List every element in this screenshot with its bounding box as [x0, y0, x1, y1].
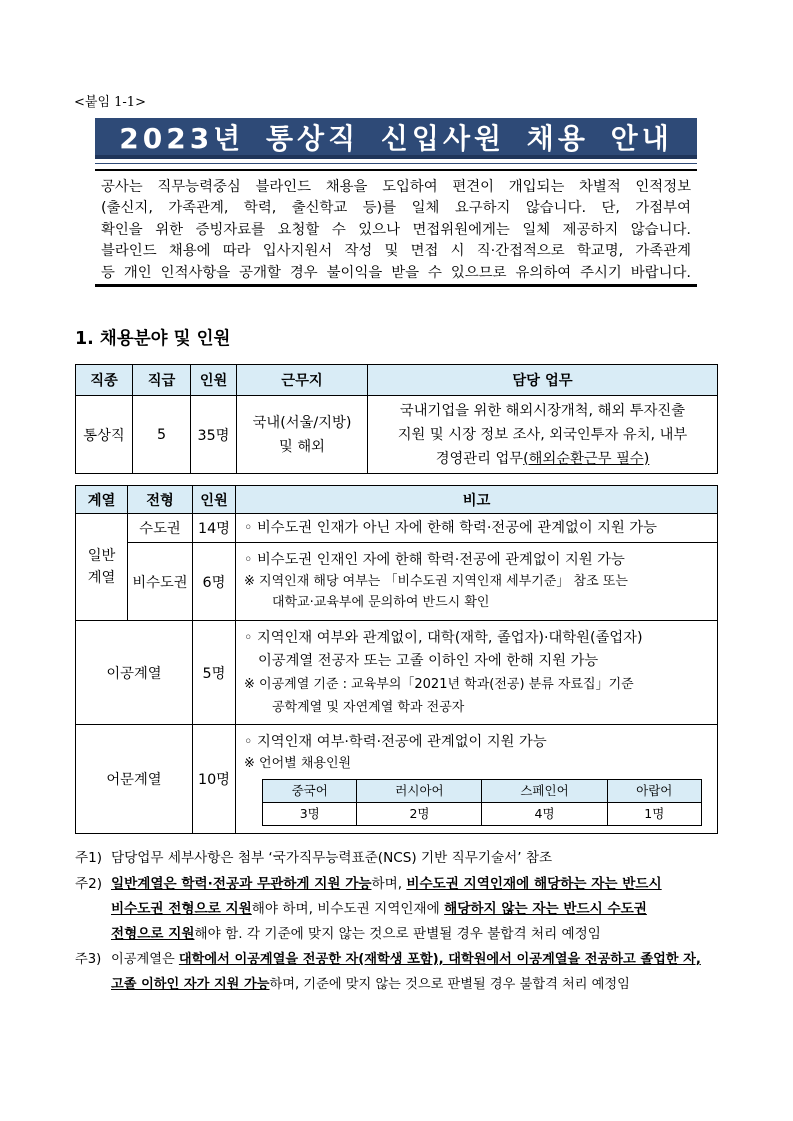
footnote-emphasis: 비수도권 전형으로 지원 — [111, 901, 252, 917]
language-quota-table — [262, 779, 702, 826]
header-duty: 담당 업무 — [368, 365, 718, 396]
location-cell — [237, 396, 368, 474]
lang-count: 4명 — [482, 803, 607, 826]
note-line: ※ 지역인재 해당 여부는 「비수도권 지역인재 세부기준」 참조 또는 — [244, 574, 628, 589]
footnote-text: 하며, — [371, 876, 407, 892]
header-remarks: 비고 — [236, 486, 718, 514]
language-count-cell: 10명 — [193, 725, 236, 834]
footnote-emphasis: 대학에서 이공계열을 전공한 자(재학생 포함), 대학원에서 이공계열을 전공하고 졸업한 자, — [178, 952, 701, 967]
language-category-cell: 어문계열 — [76, 725, 193, 834]
footnote-label: 주3) — [75, 952, 102, 967]
header-type: 전형 — [128, 486, 193, 514]
footnote-label: 주2) — [75, 876, 103, 892]
notice-line: 공사는 직무능력중심 블라인드 채용을 도입하여 편견이 개입되는 차별적 인적정보 — [101, 179, 691, 195]
note-line: ◦ 지역인재 여부와 관계없이, 대학(재학, 졸업자)·대학원(졸업자) — [244, 629, 643, 646]
footnote-text: 이공계열은 — [111, 952, 179, 967]
header-count: 인원 — [193, 486, 236, 514]
title-divider — [95, 163, 697, 164]
footnote-text: 담당업무 세부사항은 첨부 ‘국가직무능력표준(NCS) 기반 직무기술서’ 참조 — [111, 850, 553, 866]
duty-text: 경영관리 업무 — [435, 450, 524, 467]
general-label: 일반 — [87, 548, 116, 564]
header-job: 직종 — [76, 365, 133, 396]
note-line: ※ 이공계열 기준 : 교육부의「2021년 학과(전공) 분류 자료집」기준 — [244, 676, 634, 692]
footnote-text: 해야 하며, 비수도권 지역인재에 — [251, 901, 445, 917]
footnote-emphasis: 전형으로 지원 — [111, 926, 195, 942]
lang-count: 3명 — [263, 803, 357, 826]
science-note-cell — [236, 621, 718, 725]
science-count-cell: 5명 — [193, 621, 236, 725]
note-line: 대학교·교육부에 문의하여 반드시 확인 — [272, 595, 490, 610]
blind-hiring-notice — [95, 169, 697, 287]
footnote-3 — [75, 947, 720, 997]
note-line: ◦ 지역인재 여부·학력·전공에 관계없이 지원 가능 — [244, 734, 547, 750]
lang-header: 아랍어 — [607, 780, 701, 803]
lang-count: 1명 — [607, 803, 701, 826]
nonmetro-type-cell: 비수도권 — [128, 543, 193, 621]
notice-line: 등 개인 인적사항을 공개할 경우 불이익을 받을 수 있으므로 유의하여 주시기 바랍니다. — [101, 264, 691, 281]
page-title: 2023년 통상직 신입사원 채용 안내 — [95, 118, 697, 159]
duty-line: 지원 및 시장 정보 조사, 외국인투자 유치, 내부 — [397, 426, 688, 443]
section-title: 1. 채용분야 및 인원 — [75, 329, 231, 349]
header-location: 근무지 — [237, 365, 368, 396]
category-table — [75, 485, 718, 834]
lang-header: 중국어 — [263, 780, 357, 803]
attachment-label: <붙임 1-1> — [74, 95, 146, 110]
footnote-emphasis: 비수도권 지역인재에 해당하는 자는 반드시 — [406, 876, 662, 892]
general-category-cell — [76, 514, 128, 621]
metro-count-cell: 14명 — [193, 514, 236, 543]
lang-count: 2명 — [357, 803, 482, 826]
grade-cell: 5 — [133, 396, 191, 474]
language-note-cell — [236, 725, 718, 834]
note-line: 공학계열 및 자연계열 학과 전공자 — [272, 699, 465, 715]
location-line: 국내(서울/지방) — [252, 414, 352, 431]
nonmetro-note-cell — [236, 543, 718, 621]
note-line: ※ 언어별 채용인원 — [244, 756, 352, 771]
metro-note-cell: ◦ 비수도권 인재가 아닌 자에 한해 학력·전공에 관계없이 지원 가능 — [236, 514, 718, 543]
note-line: 이공계열 전공자 또는 고졸 이하인 자에 한해 지원 가능 — [258, 652, 599, 669]
general-label: 계열 — [87, 570, 116, 586]
science-category-cell: 이공계열 — [76, 621, 193, 725]
lang-header: 러시아어 — [357, 780, 482, 803]
footnote-emphasis: 해당하지 않는 자는 반드시 수도권 — [444, 901, 647, 917]
nonmetro-count-cell: 6명 — [193, 543, 236, 621]
lang-header: 스페인어 — [482, 780, 607, 803]
footnote-2 — [75, 872, 720, 947]
header-grade: 직급 — [133, 365, 191, 396]
header-category: 계열 — [76, 486, 128, 514]
metro-type-cell: 수도권 — [128, 514, 193, 543]
note-line: ◦ 비수도권 인재인 자에 한해 학력·전공에 관계없이 지원 가능 — [244, 552, 625, 568]
footnote-emphasis: 일반계열은 학력·전공과 무관하게 지원 가능 — [111, 876, 372, 892]
header-count: 인원 — [191, 365, 237, 396]
count-cell: 35명 — [191, 396, 237, 474]
job-cell: 통상직 — [76, 396, 133, 474]
duty-underlined-text: (해외순환근무 필수) — [523, 450, 650, 467]
notice-line: 확인을 위한 증빙자료를 요청할 수 있으나 면접위원에게는 일체 제공하지 않습니다. — [101, 221, 691, 238]
footnote-label: 주1) — [75, 850, 103, 866]
footnote-text: 하며, 기준에 맞지 않는 것으로 판별될 경우 불합격 처리 예정임 — [269, 977, 630, 992]
duty-line — [368, 447, 717, 471]
recruitment-table — [75, 364, 718, 474]
notice-line: 블라인드 채용에 따라 입사지원서 작성 및 면접 시 직·간접적으로 학교명, 가족관계 — [101, 243, 691, 260]
location-line: 및 해외 — [279, 438, 325, 455]
duty-line: 국내기업을 위한 해외시장개척, 해외 투자진출 — [399, 402, 686, 419]
footnote-emphasis: 고졸 이하인 자가 지원 가능 — [111, 977, 270, 992]
notice-line: (출신지, 가족관계, 학력, 출신학교 등)를 일체 요구하지 않습니다. 단, 가점부여 — [101, 200, 691, 217]
footnote-1 — [75, 845, 720, 871]
footnote-text: 해야 함. 각 기준에 맞지 않는 것으로 판별될 경우 불합격 처리 예정임 — [194, 926, 601, 942]
duty-cell — [368, 396, 718, 474]
